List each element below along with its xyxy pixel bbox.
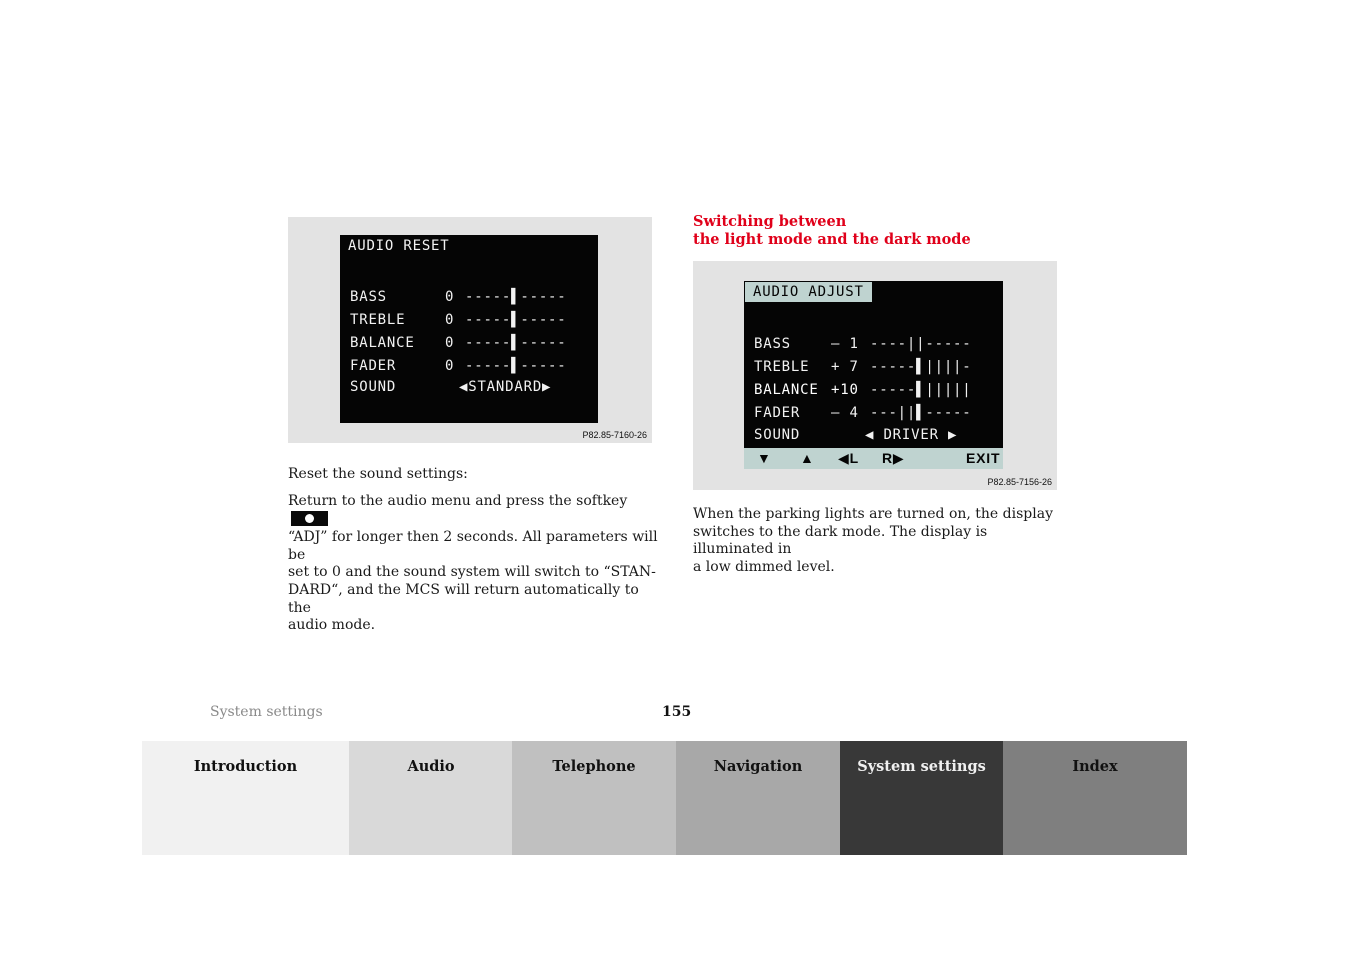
setting-row-treble (349, 310, 567, 330)
setting-value: +10 (831, 382, 859, 398)
audio-adjust-figure (693, 261, 1057, 490)
level-bar: -----▌----- (465, 312, 567, 328)
setting-row-balance (349, 333, 567, 353)
reset-instructions (288, 493, 658, 635)
tab-navigation[interactable] (676, 741, 840, 855)
footer-section-name: System settings (210, 704, 323, 720)
down-arrow-icon: ▼ (757, 450, 772, 466)
setting-row-bass (753, 334, 972, 354)
figure-code: P82.85-7156-26 (987, 477, 1052, 487)
right-softkey: R▶ (882, 450, 905, 466)
setting-label: BALANCE (350, 335, 415, 351)
tab-index[interactable] (1003, 741, 1187, 855)
setting-label: BASS (350, 289, 387, 305)
reset-heading: Reset the sound settings: (288, 466, 468, 482)
text-line: “ADJ” for longer then 2 seconds. All parameters will be (288, 529, 658, 563)
setting-label: SOUND (754, 427, 801, 443)
text-line: a low dimmed level. (693, 558, 835, 575)
level-bar: -----▌----- (465, 358, 567, 374)
setting-value: + 7 (831, 359, 859, 375)
setting-label: FADER (754, 405, 801, 421)
setting-label: SOUND (350, 379, 397, 395)
tab-audio[interactable] (349, 741, 513, 855)
figure-code: P82.85-7160-26 (582, 430, 647, 440)
text-line: Return to the audio menu and press the softkey (288, 493, 628, 509)
dark-mode-description (693, 506, 1063, 576)
tab-telephone[interactable] (512, 741, 676, 855)
setting-label: BASS (754, 336, 791, 352)
up-arrow-icon: ▲ (800, 450, 815, 466)
setting-row-balance (753, 380, 972, 400)
setting-label: BALANCE (754, 382, 819, 398)
setting-row-bass (349, 287, 567, 307)
setting-value: 0 (445, 335, 455, 351)
section-title-line: Switching between (693, 213, 847, 230)
softkey-bar (744, 448, 1003, 469)
setting-label: TREBLE (754, 359, 810, 375)
softkey-icon (291, 511, 328, 526)
audio-adjust-display (744, 281, 1003, 469)
tab-introduction[interactable] (142, 741, 349, 855)
chapter-tabs (142, 741, 1187, 855)
tab-label: Telephone (552, 758, 636, 775)
level-bar: -----▌||||| (870, 382, 972, 398)
left-softkey: ◀L (838, 450, 859, 466)
setting-value: 0 (445, 312, 455, 328)
tab-label: Introduction (193, 758, 298, 775)
level-bar: -----▌----- (465, 335, 567, 351)
display-title: AUDIO ADJUST (745, 282, 872, 302)
text-line: When the parking lights are turned on, the display (693, 506, 1053, 522)
setting-value: 0 (445, 358, 455, 374)
level-bar: -----▌----- (465, 289, 567, 305)
text-line: switches to the dark mode. The display is illuminated in (693, 523, 988, 558)
tab-label: Navigation (713, 758, 803, 775)
audio-reset-figure (288, 217, 652, 443)
level-bar: -----▌||||- (870, 359, 972, 375)
display-title: AUDIO RESET (348, 238, 450, 254)
section-title (693, 213, 971, 249)
setting-row-treble (753, 357, 972, 377)
tab-label: System settings (857, 758, 986, 775)
setting-label: FADER (350, 358, 397, 374)
setting-label: TREBLE (350, 312, 406, 328)
tab-label: Audio (407, 758, 455, 775)
exit-softkey: EXIT (966, 450, 1001, 466)
page-number: 155 (662, 704, 692, 720)
tab-system-settings[interactable] (840, 741, 1003, 855)
setting-row-sound (349, 377, 552, 397)
text-line: set to 0 and the sound system will switch to “STAN- (288, 564, 656, 581)
level-bar: ----||----- (870, 336, 972, 352)
setting-value: 0 (445, 289, 455, 305)
setting-value: – 4 (831, 405, 859, 421)
tab-label: Index (1072, 758, 1118, 775)
text-line: DARD“, and the MCS will return automatically to the (288, 581, 639, 616)
text-line: audio mode. (288, 617, 376, 634)
section-title-line: the light mode and the dark mode (693, 231, 971, 248)
setting-row-fader (349, 356, 567, 376)
setting-value: – 1 (831, 336, 859, 352)
audio-reset-display (340, 235, 598, 423)
setting-row-sound (753, 425, 958, 445)
sound-mode-selector: ◀STANDARD▶ (459, 379, 552, 395)
setting-row-fader (753, 403, 972, 423)
level-bar: ---||▌----- (870, 405, 972, 421)
sound-mode-selector: ◀ DRIVER ▶ (865, 427, 958, 443)
